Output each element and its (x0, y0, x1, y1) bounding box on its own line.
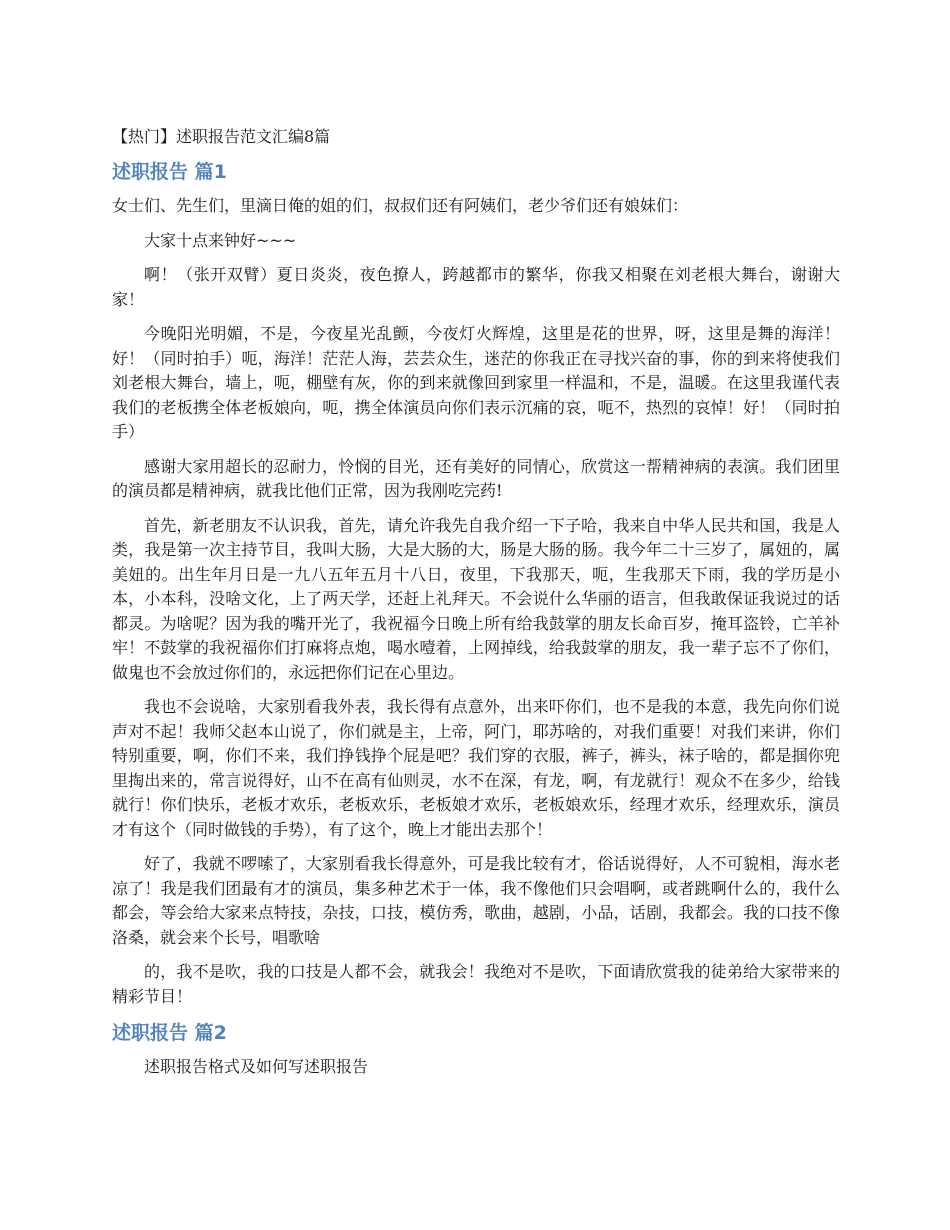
paragraph: 我也不会说啥，大家别看我外表，我长得有点意外，出来吓你们，也不是我的本意，我先向你们说声对不起！我师父赵本山说了，你们就是主，上帝，阿门，耶苏啥的，对我们重要！对我们来讲，你们特别重要，啊，你们不来，我们挣钱挣个屁是吧？我们穿的衣服，裤子，裤头，袜子啥的，都是掴你兜里掏出来的，常言说得好，山不在高有仙则灵，水不在深，有龙，啊，有龙就行！观众不在多少，给钱就行！你们快乐，老板才欢乐，老板欢乐，老板娘才欢乐，老板娘欢乐，经理才欢乐，经理欢乐，演员才有这个（同时做钱的手势），有了这个，晚上才能出去那个！ (112, 697, 840, 839)
section-heading: 述职报告 篇2 (112, 1022, 227, 1044)
paragraph: 述职报告格式及如何写述职报告 (144, 1057, 369, 1076)
paragraph: 今晚阳光明媚，不是，今夜星光乱颤，今夜灯火辉煌，这里是花的世界，呀，这里是舞的海洋！好！（同时拍手）呃，海洋！茫茫人海，芸芸众生，迷茫的你我正在寻找兴奋的事，你的到来将使我们刘老根大舞台，墙上，呃，棚壁有灰，你的到来就像回到家里一样温和，不是，温暖。在这里我谨代表我们的老板携全体老板娘向，呃，携全体演员向你们表示沉痛的哀，呃不，热烈的哀悼！好！（同时拍手） (112, 324, 840, 441)
paragraph: 啊！（张开双臂）夏日炎炎，夜色撩人，跨越都市的繁华，你我又相聚在刘老根大舞台，谢谢大家！ (112, 265, 840, 309)
paragraph: 首先，新老朋友不认识我，首先，请允许我先自我介绍一下子哈，我来自中华人民共和国，我是人类，我是第一次主持节目，我叫大肠，大是大肠的大，肠是大肠的肠。我今年二十三岁了，属妞的，属美妞的。出生年月日是一九八五年五月十八日，夜里，下我那天，呃，生我那天下雨，我的学历是小本，小本科，没啥文化，上了两天学，还赶上礼拜天。不会说什么华丽的语言，但我敢保证我说过的话都灵。为啥呢？因为我的嘴开光了，我祝福今日晚上所有给我鼓掌的朋友长命百岁，掩耳盗铃，亡羊补牢！不鼓掌的我祝福你们打麻将点炮，喝水噎着，上网掉线，给我鼓掌的朋友，我一辈子忘不了你们，做鬼也不会放过你们的，永远把你们记在心里边。 (112, 515, 840, 682)
document-page (112, 124, 840, 1090)
section-1 (112, 158, 840, 1009)
paragraph: 好了，我就不啰嗦了，大家别看我长得意外，可是我比较有才，俗话说得好，人不可貌相，海水老凉了！我是我们团最有才的演员，集多种艺术于一体，我不像他们只会唱啊，或者跳啊什么的，我什么都会，等会给大家来点特技，杂技，口技，模仿秀，歌曲，越剧，小品，话剧，我都会。我的口技不像洛桑，就会来个长号，唱歌啥 (112, 854, 840, 947)
paragraph: 女士们、先生们，里滴日俺的姐的们，叔叔们还有阿姨们，老少爷们还有娘妹们： (112, 196, 689, 215)
paragraph: 感谢大家用超长的忍耐力，怜悯的目光，还有美好的同情心，欣赏这一帮精神病的表演。我们团里的演员都是精神病，就我比他们正常，因为我刚吃完药! (112, 456, 840, 500)
section-2 (112, 1019, 840, 1080)
paragraph: 的，我不是吹，我的口技是人都不会，就我会！我绝对不是吹，下面请欣赏我的徒弟给大家带来的精彩节目！ (112, 962, 840, 1006)
document-title: 【热门】述职报告范文汇编8篇 (112, 127, 331, 146)
paragraph: 大家十点来钟好~~~ (144, 230, 297, 250)
section-heading: 述职报告 篇1 (112, 161, 227, 183)
